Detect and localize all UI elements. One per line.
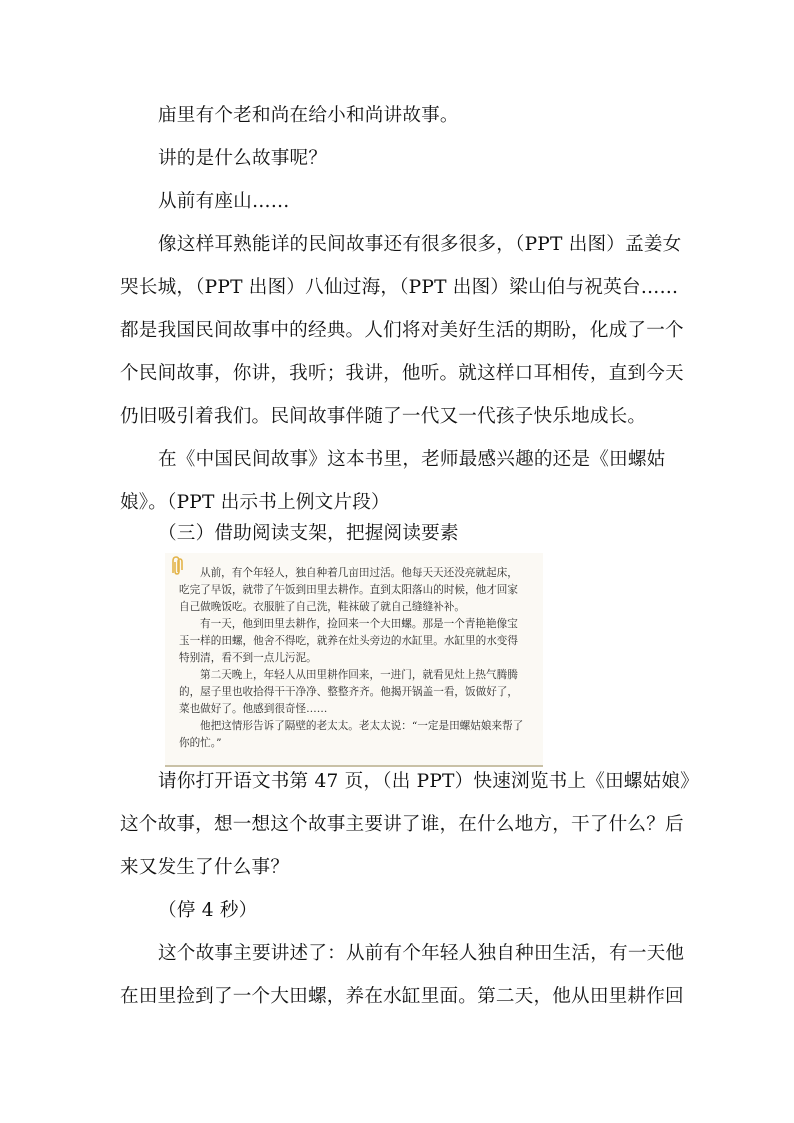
text-line: 从前有座山…… [158,191,290,212]
excerpt-line: 第二天晚上，年轻人从田里耕作回来，一进门，就看见灶上热气腾腾 [200,669,518,681]
excerpt-line: 自己做晚饭吃。衣服脏了自己洗，鞋袜破了就自己缝缝补补。 [179,601,466,613]
text-line: 请你打开语文书第 47 页，（出 PPT）快速浏览书上《田螺姑娘》 [158,771,699,792]
text-line: 娘》。（PPT 出示书上例文片段） [120,492,390,513]
excerpt-line: 特别清，看不到一点儿污泥。 [179,652,317,664]
text-line: 讲的是什么故事呢？ [158,148,328,169]
excerpt-line: 有一天，他到田里去耕作，捡回来一个大田螺。那是一个青艳艳像宝 [200,618,518,630]
excerpt-line: 从前，有个年轻人，独自种着几亩田过活。他每天天还没亮就起床， [200,567,518,579]
text-line: 个民间故事，你讲，我听；我讲，他听。就这样口耳相传，直到今天 [120,363,684,384]
section-heading: （三）借助阅读支架，把握阅读要素 [158,523,459,544]
textbook-excerpt-image [165,553,543,767]
text-line: 在田里捡到了一个大田螺，养在水缸里面。第二天，他从田里耕作回 [120,986,684,1007]
text-line: 仍旧吸引着我们。民间故事伴随了一代又一代孩子快乐地成长。 [120,406,647,427]
excerpt-line: 菜也做好了。他感到很奇怪…… [179,703,328,715]
text-line: 在《中国民间故事》这本书里，老师最感兴趣的还是《田螺姑 [158,449,666,470]
paperclip-icon [167,555,187,577]
text-line: 庙里有个老和尚在给小和尚讲故事。 [158,105,459,126]
text-line: （停 4 秒） [158,900,258,921]
text-line: 都是我国民间故事中的经典。人们将对美好生活的期盼，化成了一个 [120,320,684,341]
text-line: 像这样耳熟能详的民间故事还有很多很多，（PPT 出图）孟姜女 [158,234,682,255]
excerpt-line: 的，屋子里也收拾得干干净净、整整齐齐。他揭开锅盖一看，饭做好了， [179,686,518,698]
excerpt-line: 吃完了早饭，就带了午饭到田里去耕作。直到太阳落山的时候，他才回家 [179,584,518,596]
excerpt-line: 你的忙。” [179,737,222,749]
excerpt-line: 玉一样的田螺，他舍不得吃，就养在灶头旁边的水缸里。水缸里的水变得 [179,635,518,647]
text-line: 这个故事，想一想这个故事主要讲了谁，在什么地方，干了什么？后 [120,814,684,835]
text-line: 来又发生了什么事？ [120,857,290,878]
excerpt-line: 他把这情形告诉了隔壁的老太太。老太太说：“一定是田螺姑娘来帮了 [200,720,524,732]
text-line: 这个故事主要讲述了：从前有个年轻人独自种田生活，有一天他 [158,943,685,964]
text-line: 哭长城，（PPT 出图）八仙过海，（PPT 出图）梁山伯与祝英台…… [120,277,679,298]
